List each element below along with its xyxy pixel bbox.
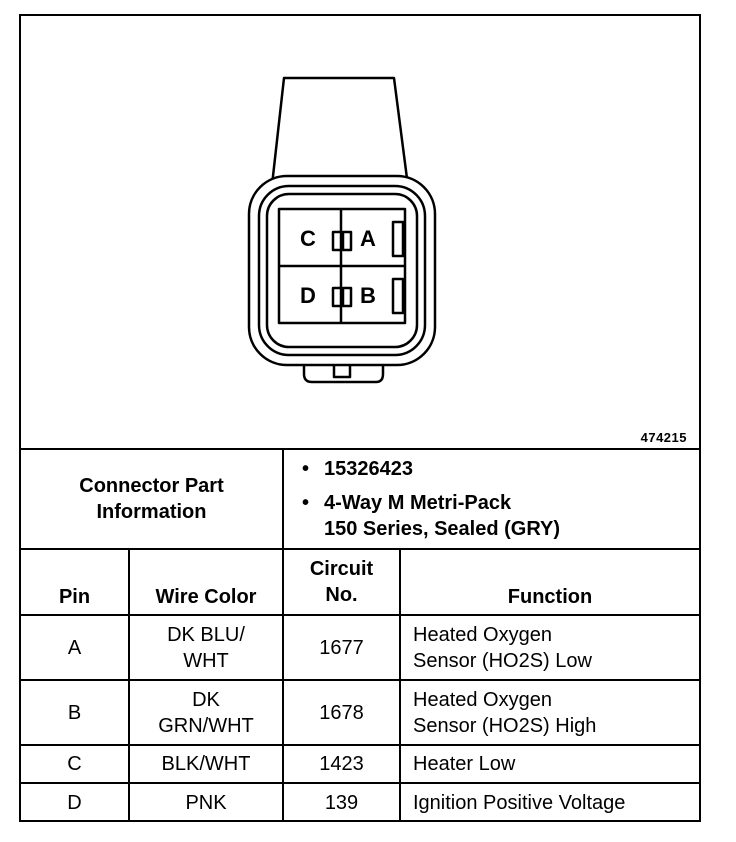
figure-id: 474215 [640,430,687,445]
pin-cell: B [21,680,129,745]
wire-color-line: DK [192,688,220,711]
connector-diagram [21,16,699,448]
function-line: Heated Oxygen [413,688,552,711]
connector-chart [19,14,701,822]
description-line [302,490,699,516]
pin-label-b: B [360,283,376,308]
function-line: Sensor (HO2S) Low [413,649,592,672]
table-header-row [21,549,699,615]
header-pin: Pin [21,549,129,615]
wire-color-line: GRN/WHT [158,714,254,737]
function-cell [400,680,699,745]
function-cell: Ignition Positive Voltage [400,783,699,821]
header-function: Function [400,549,699,615]
wire-color-line: DK BLU/ [167,623,245,646]
function-line: Sensor (HO2S) High [413,714,597,737]
circuit-cell: 139 [283,783,400,821]
pin-cell: A [21,615,129,680]
pin-label-a: A [360,226,376,251]
table-row [21,783,699,821]
connector-description-2: 150 Series, Sealed (GRY) [324,518,561,540]
pin-cell: D [21,783,129,821]
wire-color-cell: BLK/WHT [129,745,283,783]
header-circuit-line2: No. [325,584,358,606]
table-row [21,615,699,680]
circuit-cell: 1678 [283,680,400,745]
function-cell: Heater Low [400,745,699,783]
wire-color-cell: PNK [129,783,283,821]
connector-info-label-line1: Connector Part [79,475,224,497]
connector-table [21,448,699,821]
header-wire-color: Wire Color [129,549,283,615]
function-line: Heated Oxygen [413,623,552,646]
connector-drawing [21,16,699,448]
wire-color-cell [129,615,283,680]
pin-label-c: C [300,226,316,251]
connector-info-label [21,449,283,549]
part-number: 15326423 [324,458,413,480]
table-row [21,680,699,745]
table-row [21,745,699,783]
pin-cell: C [21,745,129,783]
wire-color-line: WHT [183,649,229,672]
bullet-icon: • [302,492,310,514]
circuit-cell: 1423 [283,745,400,783]
description-line-2 [324,516,699,542]
connector-description-1: 4-Way M Metri-Pack [324,492,512,514]
header-circuit [283,549,400,615]
connector-info-label-line2: Information [96,501,207,523]
wire-color-cell [129,680,283,745]
function-cell [400,615,699,680]
part-number-line [302,456,699,482]
connector-info-values [283,449,699,549]
header-circuit-line1: Circuit [309,558,374,580]
pin-label-d: D [300,283,316,308]
bullet-icon: • [302,458,310,480]
circuit-cell: 1677 [283,615,400,680]
connector-info-row [21,449,699,549]
